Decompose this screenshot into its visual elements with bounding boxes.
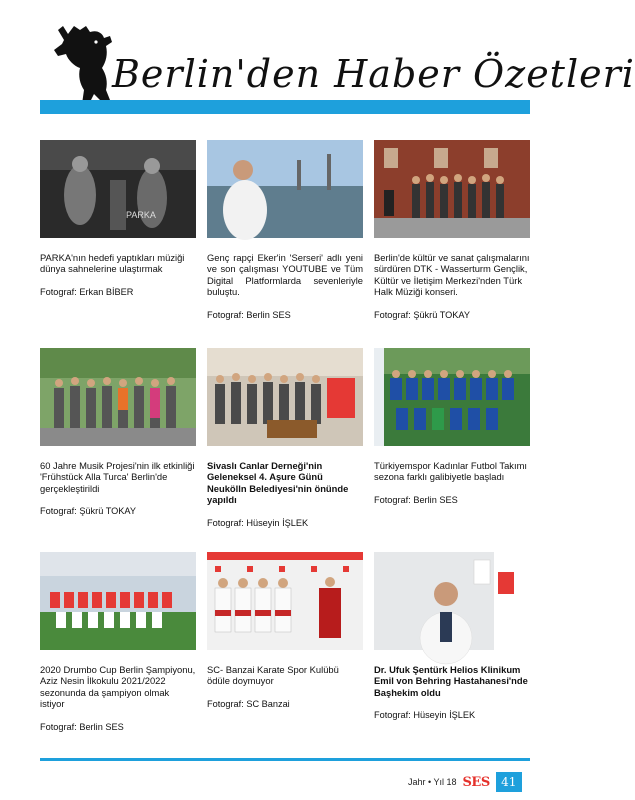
news-caption: SC- Banzai Karate Spor Kulübü ödüle doymuyor (207, 664, 339, 687)
news-item (40, 140, 196, 297)
group-photo (40, 348, 196, 446)
rapper-photo (207, 140, 363, 238)
news-caption: Berlin'de kültür ve sanat çalışmalarını sürdüren DTK - Wasserturm Gençlik, Kültür ve İletişim Merkezi'nden Türk Halk Müziği konseri. (374, 252, 530, 298)
photo-credit: Fotograf: Hüseyin İŞLEK (207, 517, 309, 528)
photo-credit: Fotograf: Berlin SES (207, 309, 291, 320)
news-caption: Genç rapçi Eker'in 'Serseri' adlı yeni ve son çalışması YOUTUBE ve Tüm Digital Platformlarda sevenleriyle buluştu. (207, 252, 363, 298)
news-item (40, 552, 196, 732)
photo-credit: Fotograf: Şükrü TOKAY (374, 309, 471, 320)
svg-text:PARKA: PARKA (126, 210, 156, 220)
news-caption: Sivaslı Canlar Derneği'nin Geleneksel 4. Aşure Günü Neukölln Belediyesi'nin önünde yapıldı (207, 460, 349, 506)
title-bar (40, 100, 530, 114)
ses-logo: SES (462, 774, 490, 790)
news-item (207, 552, 363, 709)
news-caption: Türkiyemspor Kadınlar Futbol Takımı sezona farklı galibiyetle başladı (374, 460, 528, 483)
photo-credit: Fotograf: Erkan BİBER (40, 286, 134, 297)
news-caption: 2020 Drumbo Cup Berlin Şampiyonu, Aziz Nesin İlkokulu 2021/2022 sezonunda da şampiyon olmak istiyor (40, 664, 196, 710)
concert-photo (40, 140, 196, 238)
news-caption: 60 Jahre Musik Projesi'nin ilk etkinliği 'Frühstück Alla Turca' Berlin'de gerçekleştirildi (40, 460, 195, 494)
kids-football-photo (40, 552, 196, 650)
news-caption: PARKA'nın hedefi yaptıkları müziği dünya sahnelerine ulaştırmak (40, 252, 185, 275)
photo-credit: Fotograf: Berlin SES (374, 494, 458, 505)
news-item (374, 552, 530, 720)
photo-credit: Fotograf: Berlin SES (40, 721, 124, 732)
photo-credit: Fotograf: Hüseyin İŞLEK (374, 710, 476, 721)
news-item (207, 140, 363, 320)
association-photo (207, 348, 363, 446)
page-number: 41 (496, 772, 522, 792)
news-caption: Dr. Ufuk Şentürk Helios Klinikum Emil von Behring Hastahanesi'nde Başhekim oldu (374, 664, 528, 698)
page-title: Berlin'den Haber Özetleri (112, 52, 635, 96)
football-team-photo (374, 348, 530, 446)
doctor-portrait-photo (374, 552, 530, 650)
music-concert-photo (374, 140, 530, 238)
photo-credit: Fotograf: SC Banzai (207, 698, 290, 709)
photo-credit: Fotograf: Şükrü TOKAY (40, 506, 137, 517)
news-item (374, 348, 530, 505)
karate-photo (207, 552, 363, 650)
news-item (40, 348, 196, 516)
news-item (207, 348, 363, 528)
issue-label: Jahr • Yıl 18 (408, 777, 457, 787)
news-item (374, 140, 530, 320)
footer-rule (40, 758, 530, 761)
page-footer (408, 772, 522, 792)
